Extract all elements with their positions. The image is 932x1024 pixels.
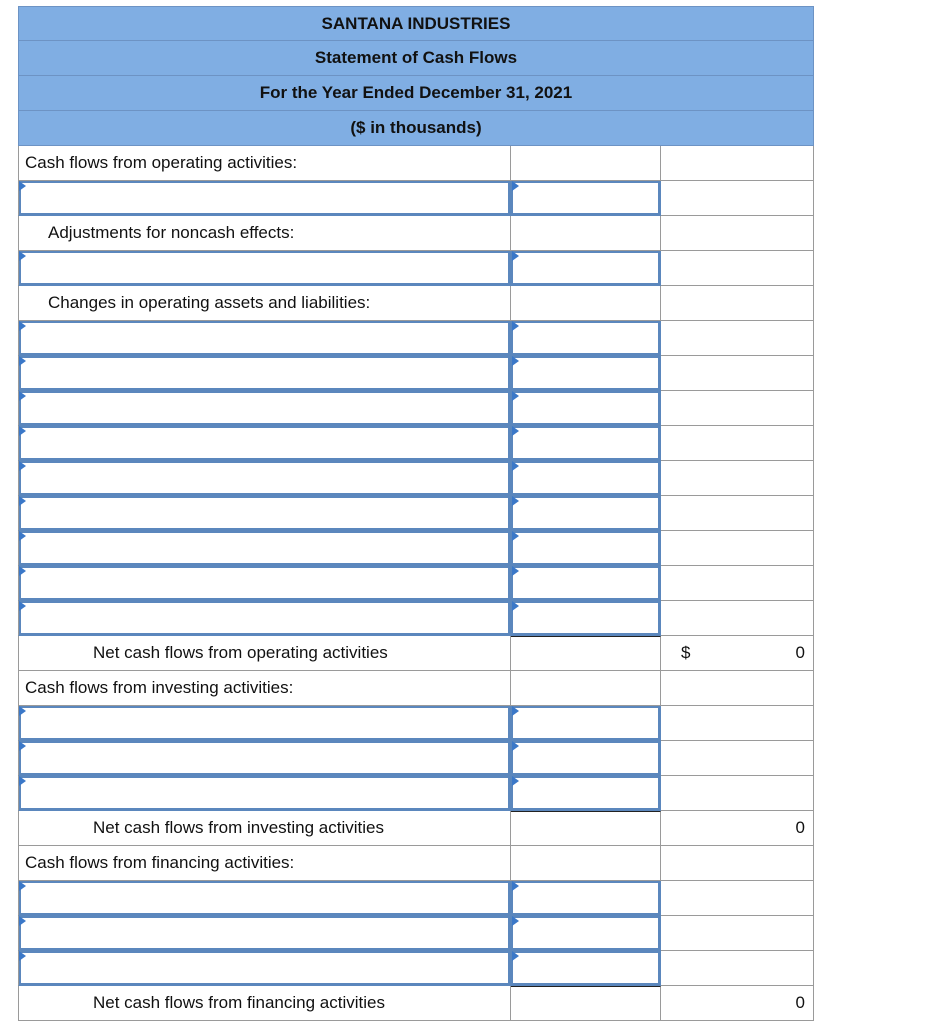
financing-input-row — [18, 881, 814, 916]
blank-cell — [661, 426, 814, 461]
operating-input-row — [18, 181, 814, 216]
amount-input[interactable] — [511, 356, 661, 391]
operating-section-label: Cash flows from operating activities: — [18, 146, 511, 181]
changes-row — [18, 286, 814, 321]
line-item-dropdown[interactable] — [18, 181, 511, 216]
line-item-dropdown[interactable] — [18, 916, 511, 951]
line-item-dropdown[interactable] — [18, 951, 511, 986]
net-investing-row — [18, 811, 814, 846]
changes-label: Changes in operating assets and liabilities: — [18, 286, 511, 321]
changes-input-row — [18, 321, 814, 356]
adjustments-label: Adjustments for noncash effects: — [18, 216, 511, 251]
changes-input-row — [18, 496, 814, 531]
statement-title: Statement of Cash Flows — [18, 41, 814, 76]
net-operating-label: Net cash flows from operating activities — [18, 636, 511, 671]
blank-cell — [511, 286, 661, 321]
line-item-dropdown[interactable] — [18, 391, 511, 426]
line-item-dropdown[interactable] — [18, 601, 511, 636]
blank-cell — [661, 741, 814, 776]
net-operating-total — [661, 636, 814, 671]
currency-symbol: $ — [681, 643, 691, 662]
line-item-dropdown[interactable] — [18, 356, 511, 391]
blank-cell — [661, 391, 814, 426]
blank-cell — [661, 846, 814, 881]
blank-cell — [661, 356, 814, 391]
amount-input[interactable] — [511, 916, 661, 951]
investing-input-row — [18, 706, 814, 741]
blank-cell — [511, 146, 661, 181]
line-item-dropdown[interactable] — [18, 251, 511, 286]
changes-input-row — [18, 531, 814, 566]
net-financing-row — [18, 986, 814, 1021]
blank-cell — [661, 146, 814, 181]
line-item-dropdown[interactable] — [18, 496, 511, 531]
blank-cell — [661, 566, 814, 601]
investing-input-row — [18, 776, 814, 811]
changes-input-row — [18, 391, 814, 426]
changes-input-row — [18, 356, 814, 391]
amount-input[interactable] — [511, 426, 661, 461]
blank-cell — [661, 706, 814, 741]
line-item-dropdown[interactable] — [18, 321, 511, 356]
line-item-dropdown[interactable] — [18, 741, 511, 776]
line-item-dropdown[interactable] — [18, 566, 511, 601]
blank-cell — [661, 461, 814, 496]
blank-cell — [511, 846, 661, 881]
financing-section-label: Cash flows from financing activities: — [18, 846, 511, 881]
adjustments-input-row — [18, 251, 814, 286]
amount-input[interactable] — [511, 391, 661, 426]
changes-input-row — [18, 426, 814, 461]
blank-cell — [661, 531, 814, 566]
blank-cell — [661, 671, 814, 706]
net-operating-row — [18, 636, 814, 671]
amount-input[interactable] — [511, 321, 661, 356]
financing-input-row — [18, 916, 814, 951]
blank-cell — [661, 776, 814, 811]
financing-input-row — [18, 951, 814, 986]
line-item-dropdown[interactable] — [18, 706, 511, 741]
blank-cell — [661, 216, 814, 251]
blank-cell — [661, 951, 814, 986]
blank-cell — [661, 251, 814, 286]
amount-input[interactable] — [511, 496, 661, 531]
blank-cell — [661, 181, 814, 216]
blank-cell — [661, 286, 814, 321]
investing-section-label: Cash flows from investing activities: — [18, 671, 511, 706]
statement-units: ($ in thousands) — [18, 111, 814, 146]
blank-cell — [511, 811, 661, 846]
net-investing-label: Net cash flows from investing activities — [18, 811, 511, 846]
line-item-dropdown[interactable] — [18, 881, 511, 916]
line-item-dropdown[interactable] — [18, 461, 511, 496]
line-item-dropdown[interactable] — [18, 426, 511, 461]
blank-cell — [661, 916, 814, 951]
net-investing-value: 0 — [661, 811, 814, 846]
changes-input-row — [18, 566, 814, 601]
blank-cell — [511, 671, 661, 706]
line-item-dropdown[interactable] — [18, 776, 511, 811]
amount-input[interactable] — [511, 461, 661, 496]
investing-section-row — [18, 671, 814, 706]
net-financing-label: Net cash flows from financing activities — [18, 986, 511, 1021]
blank-cell — [661, 881, 814, 916]
company-name: SANTANA INDUSTRIES — [18, 6, 814, 41]
line-item-dropdown[interactable] — [18, 531, 511, 566]
operating-section-row — [18, 146, 814, 181]
financing-section-row — [18, 846, 814, 881]
blank-cell — [661, 496, 814, 531]
blank-cell — [661, 321, 814, 356]
blank-cell — [661, 601, 814, 636]
changes-input-row — [18, 461, 814, 496]
net-financing-value: 0 — [661, 986, 814, 1021]
amount-input[interactable] — [511, 531, 661, 566]
amount-input[interactable] — [511, 951, 661, 986]
amount-input[interactable] — [511, 706, 661, 741]
blank-cell — [511, 986, 661, 1021]
amount-input[interactable] — [511, 776, 661, 811]
amount-input[interactable] — [511, 741, 661, 776]
amount-input[interactable] — [511, 601, 661, 636]
net-operating-value: 0 — [795, 643, 805, 662]
amount-input[interactable] — [511, 251, 661, 286]
changes-input-row — [18, 601, 814, 636]
blank-cell — [511, 636, 661, 671]
blank-cell — [511, 216, 661, 251]
cash-flow-statement — [18, 6, 814, 1021]
amount-input[interactable] — [511, 881, 661, 916]
amount-input[interactable] — [511, 566, 661, 601]
adjustments-row — [18, 216, 814, 251]
amount-input[interactable] — [511, 181, 661, 216]
investing-input-row — [18, 741, 814, 776]
statement-period: For the Year Ended December 31, 2021 — [18, 76, 814, 111]
